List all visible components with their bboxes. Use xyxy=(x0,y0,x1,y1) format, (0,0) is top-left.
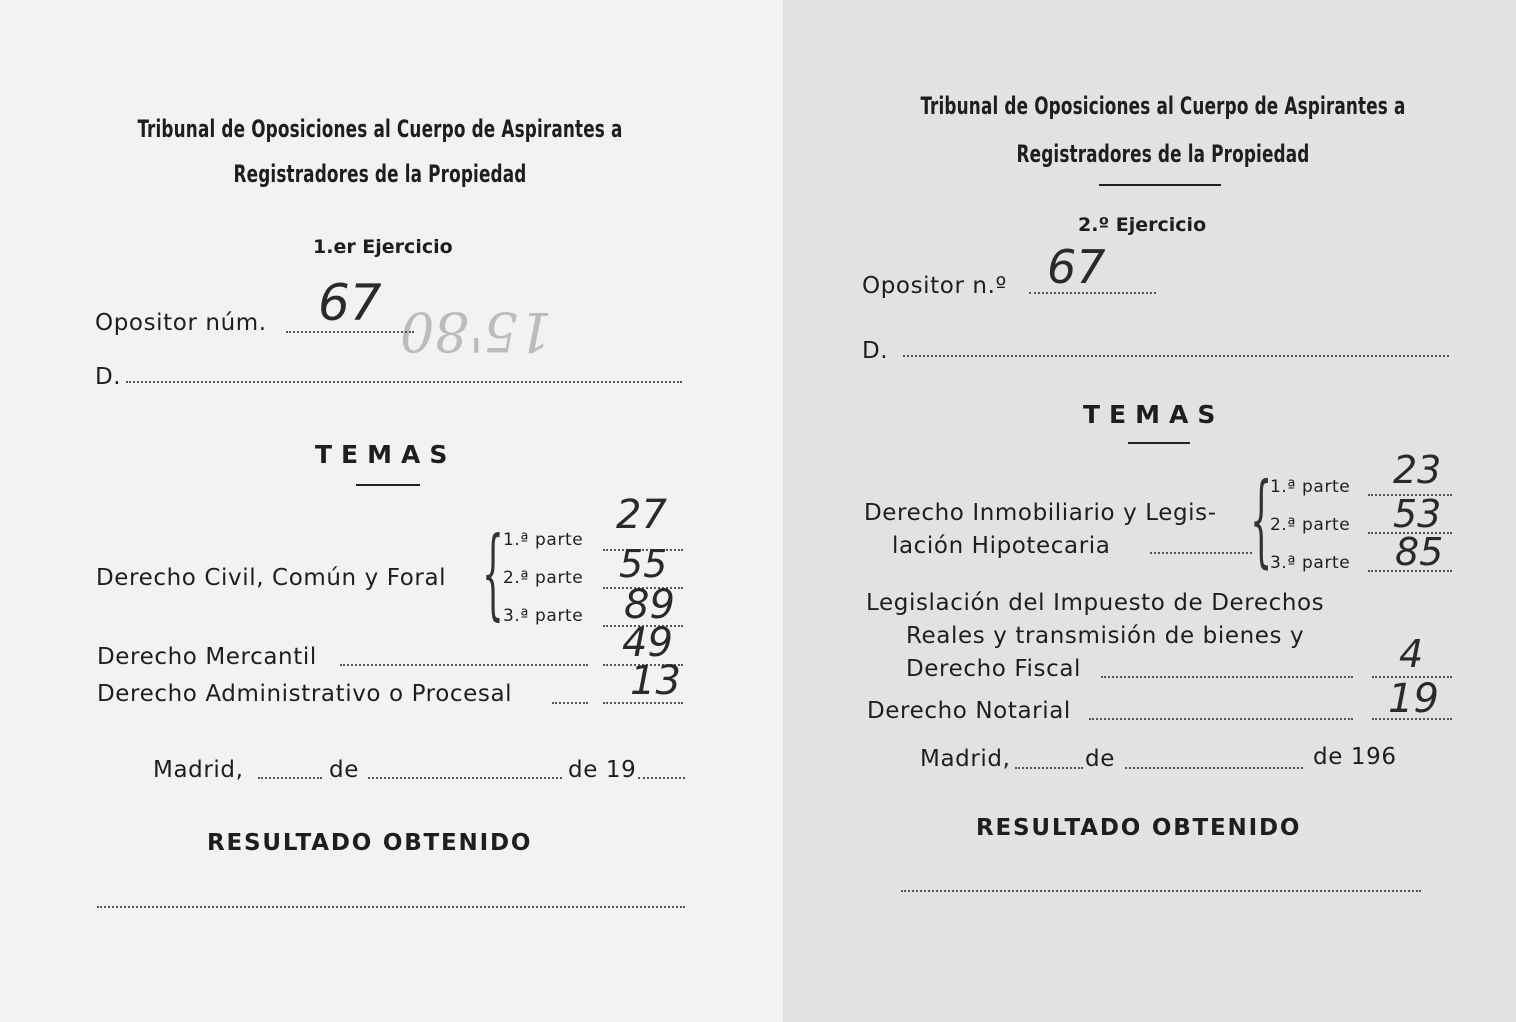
sheet2-month-line xyxy=(1125,767,1303,769)
sheet1-parte1: 1.ª parte xyxy=(503,530,584,550)
sheet2-title-line1: Tribunal de Oposiciones al Cuerpo de Aspirantes a xyxy=(920,92,1406,120)
sheet2-impuesto-line1: Legislación del Impuesto de Derechos xyxy=(866,590,1325,616)
sheet2-title-line2: Registradores de la Propiedad xyxy=(1016,140,1310,168)
exam-sheet-second-exercise xyxy=(783,0,1516,1022)
sheet2-notarial-score: 19 xyxy=(1388,676,1439,722)
sheet1-derecho-civil: Derecho Civil, Común y Foral xyxy=(96,565,447,591)
sheet2-madrid: Madrid, xyxy=(920,746,1011,772)
sheet2-temas-heading: TEMAS xyxy=(1083,400,1225,429)
sheet2-notarial-leader xyxy=(1089,718,1353,720)
sheet1-mercantil-leader xyxy=(340,664,588,666)
sheet1-parte2-score: 55 xyxy=(619,542,668,586)
sheet1-parte3: 3.ª parte xyxy=(503,606,584,626)
sheet1-name-label: D. xyxy=(95,364,122,390)
sheet2-resultado-line xyxy=(901,890,1421,892)
sheet2-opositor-number: 67 xyxy=(1047,240,1106,294)
sheet2-name-label: D. xyxy=(862,338,889,364)
sheet1-opositor-number: 67 xyxy=(318,274,382,332)
sheet2-exercise: 2.º Ejercicio xyxy=(1078,214,1207,236)
sheet2-day-line xyxy=(1015,767,1083,769)
sheet2-resultado: RESULTADO OBTENIDO xyxy=(976,815,1302,841)
sheet2-opositor-label: Opositor n.º xyxy=(862,273,1007,299)
sheet1-day-line xyxy=(258,777,322,779)
sheet1-title-line2: Registradores de la Propiedad xyxy=(233,160,527,188)
sheet2-brace: { xyxy=(1250,461,1273,578)
sheet1-resultado-line xyxy=(97,906,685,908)
sheet1-parte1-score: 27 xyxy=(616,492,667,538)
sheet2-name-line xyxy=(903,355,1449,357)
sheet2-parte3-score: 85 xyxy=(1395,530,1444,574)
sheet1-mercantil-score: 49 xyxy=(622,620,673,666)
sheet1-temas-rule xyxy=(356,484,420,486)
sheet1-title-line1: Tribunal de Oposiciones al Cuerpo de Aspirantes a xyxy=(137,115,623,143)
sheet2-parte2: 2.ª parte xyxy=(1270,515,1351,535)
sheet2-impuesto-line2: Reales y transmisión de bienes y xyxy=(906,623,1305,649)
bleed-through-score: 15'80 xyxy=(400,300,553,363)
sheet1-administrativo-leader xyxy=(552,702,588,704)
sheet2-de-year: de 196 xyxy=(1313,744,1397,770)
sheet2-parte1-score: 23 xyxy=(1393,448,1442,492)
sheet2-inmobiliario-line2: lación Hipotecaria xyxy=(892,533,1111,559)
sheet1-parte3-score: 89 xyxy=(624,582,675,628)
sheet2-temas-rule xyxy=(1128,442,1190,444)
sheet1-de-year: de 19 xyxy=(568,757,637,783)
sheet1-administrativo-score: 13 xyxy=(630,658,681,704)
sheet2-notarial: Derecho Notarial xyxy=(867,698,1071,724)
sheet1-mercantil: Derecho Mercantil xyxy=(97,644,317,670)
sheet1-temas-heading: TEMAS xyxy=(315,440,457,469)
sheet2-impuesto-leader xyxy=(1101,676,1353,678)
sheet2-inmobiliario-line1: Derecho Inmobiliario y Legis- xyxy=(864,500,1217,526)
sheet1-de: de xyxy=(329,757,359,783)
sheet1-month-line xyxy=(368,777,562,779)
sheet1-brace: { xyxy=(482,517,504,631)
sheet1-resultado: RESULTADO OBTENIDO xyxy=(207,830,533,856)
sheet2-parte2-score: 53 xyxy=(1393,492,1442,536)
sheet1-name-line xyxy=(126,381,682,383)
sheet1-exercise: 1.er Ejercicio xyxy=(313,236,453,258)
sheet2-impuesto-line3: Derecho Fiscal xyxy=(906,656,1082,682)
sheet2-de: de xyxy=(1085,746,1115,772)
sheet2-parte1: 1.ª parte xyxy=(1270,477,1351,497)
sheet1-madrid: Madrid, xyxy=(153,757,244,783)
sheet1-opositor-label: Opositor núm. xyxy=(95,310,267,336)
sheet1-administrativo: Derecho Administrativo o Procesal xyxy=(97,681,513,707)
sheet1-parte2: 2.ª parte xyxy=(503,568,584,588)
sheet2-parte3: 3.ª parte xyxy=(1270,553,1351,573)
sheet2-inmobiliario-leader xyxy=(1150,552,1252,554)
sheet1-year-line xyxy=(638,777,685,779)
sheet2-impuesto-score: 4 xyxy=(1399,632,1424,676)
sheet2-title-rule xyxy=(1099,184,1221,186)
